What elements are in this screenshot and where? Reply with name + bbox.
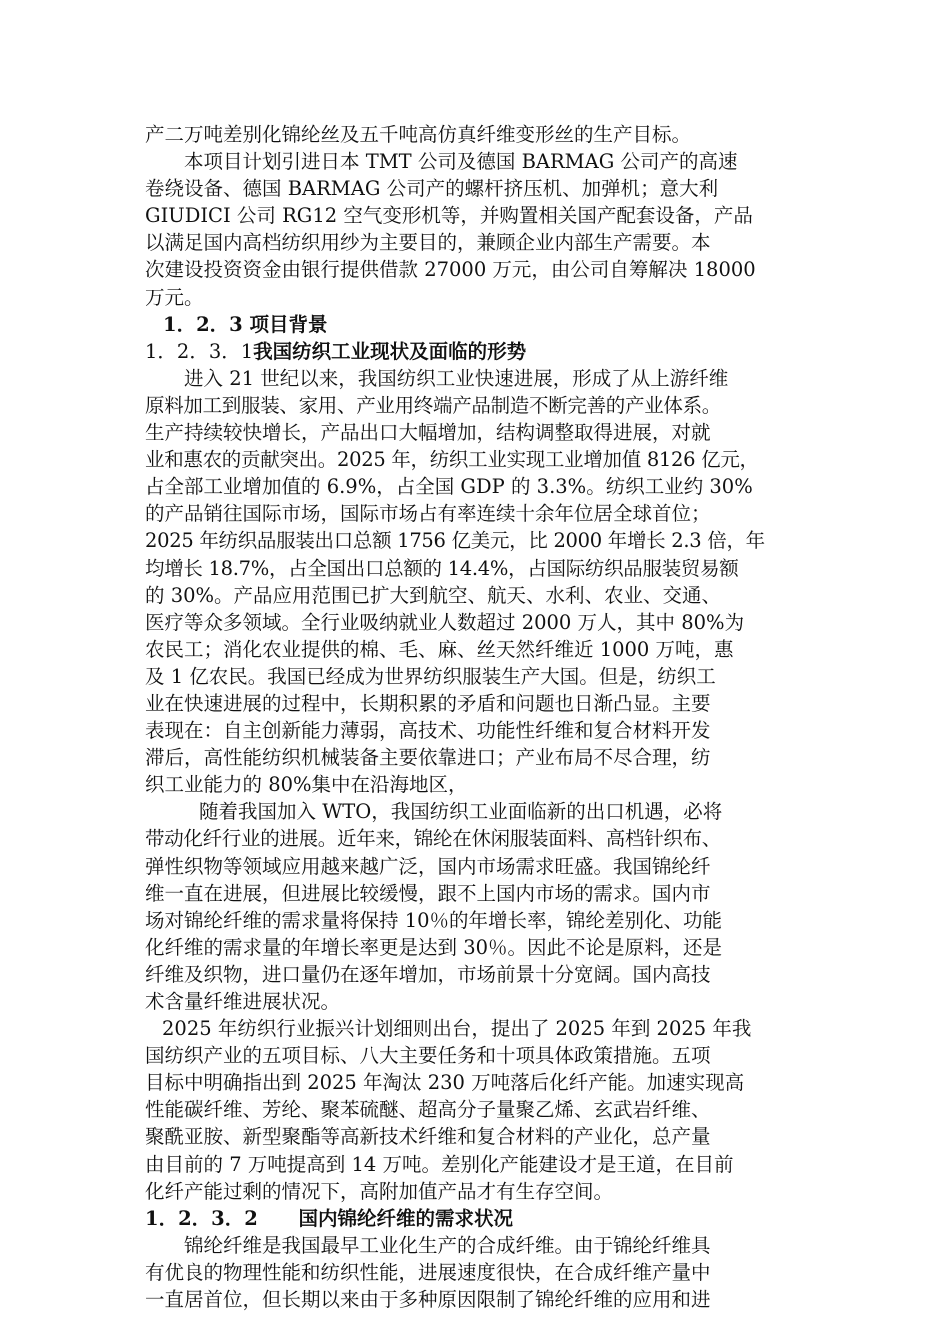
document-body	[145, 121, 813, 1313]
plan-para-line: 国纺织产业的五项目标、八大主要任务和十项具体政策措施。五项	[145, 1044, 711, 1068]
status-para-line: 进入 21 世纪以来，我国纺织工业快速进展，形成了从上游纤维	[184, 366, 729, 390]
wto-para-line: 化纤维的需求量的年增长率更是达到 30％。因此不论是原料，还是	[145, 935, 723, 959]
status-para-line: 表现在：自主创新能力薄弱，高技术、功能性纤维和复合材料开发	[145, 719, 711, 743]
project-para-line: 卷绕设备、德国 BARMAG 公司产的螺杆挤压机、加弹机；意大利	[145, 177, 719, 201]
plan-para-line: 2025 年纺织行业振兴计划细则出台，提出了 2025 年到 2025 年我	[162, 1017, 752, 1041]
intro-line: 产二万吨差别化锦纶丝及五千吨高仿真纤维变形丝的生产目标。	[145, 123, 692, 146]
status-para-line: 生产持续较快增长，产品出口大幅增加，结构调整取得进展，对就	[145, 421, 711, 445]
wto-para-line: 弹性织物等领域应用越来越广泛，国内市场需求旺盛。我国锦纶纤	[145, 854, 711, 878]
heading-number: 1．2．3．1	[145, 339, 254, 363]
wto-para-line: 场对锦纶纤维的需求量将保持 10％的年增长率，锦纶差别化、功能	[145, 908, 723, 932]
status-para-line: 业在快速进展的过程中，长期积累的矛盾和问题也日渐凸显。主要	[145, 691, 711, 715]
wto-para-line: 随着我国加入 WTO，我国纺织工业面临新的出口机遇，必将	[199, 800, 723, 824]
demand-para-line: 锦纶纤维是我国最早工业化生产的合成纤维。由于锦纶纤维具	[184, 1233, 711, 1257]
status-para-line: 均增长 18.7%，占全国出口总额的 14.4%，占国际纺织品服装贸易额	[145, 556, 739, 580]
status-para-line: 农民工；消化农业提供的棉、毛、麻、丝天然纤维近 1000 万吨，惠	[145, 637, 734, 661]
status-para-line: 滞后，高性能纺织机械装备主要依靠进口；产业布局不尽合理，纺	[145, 746, 711, 770]
status-para-line: 织工业能力的 80%集中在沿海地区，	[145, 773, 468, 797]
status-para-line: 占全部工业增加值的 6.9%，占全国 GDP 的 3.3%。纺织工业约 30%	[145, 475, 753, 499]
project-para-line: 次建设投资资金由银行提供借款 27000 万元，由公司自筹解决 18000	[145, 258, 756, 282]
plan-para-line: 化纤产能过剩的情况下，高附加值产品才有生存空间。	[145, 1179, 614, 1203]
wto-para-line: 术含量纤维进展状况。	[145, 990, 341, 1013]
project-para-line: 本项目计划引进日本 TMT 公司及德国 BARMAG 公司产的高速	[184, 150, 738, 174]
status-para-line: 业和惠农的贡献突出。2025 年，纺织工业实现工业增加值 8126 亿元，	[145, 448, 759, 472]
heading-title: 我国纺织工业现状及面临的形势	[253, 339, 527, 363]
project-para-line: 万元。	[145, 285, 204, 309]
status-para-line: 2025 年纺织品服装出口总额 1756 亿美元，比 2000 年增长 2.3 倍，年	[145, 529, 765, 553]
status-para-line: 的 30%。产品应用范围已扩大到航空、航天、水利、农业、交通、	[145, 583, 722, 607]
section-heading-1-2-3-1	[145, 338, 813, 365]
demand-para-line: 一直居首位，但长期以来由于多种原因限制了锦纶纤维的应用和进	[145, 1288, 711, 1312]
section-heading-1-2-3-2: 1．2．3．2 国内锦纶纤维的需求状况	[145, 1206, 514, 1230]
plan-para-line: 目标中明确指出到 2025 年淘汰 230 万吨落后化纤产能。加速实现高	[145, 1071, 745, 1095]
section-heading-1-2-3: 1．2．3 项目背景	[163, 312, 328, 336]
status-para-line: 原料加工到服装、家用、产业用终端产品制造不断完善的产业体系。	[145, 393, 722, 417]
wto-para-line: 带动化纤行业的进展。近年来，锦纶在休闲服装面料、高档针织布、	[145, 827, 722, 851]
project-para-line: 以满足国内高档纺织用纱为主要目的，兼顾企业内部生产需要。本	[145, 231, 711, 255]
status-para-line: 的产品销往国际市场，国际市场占有率连续十余年位居全球首位；	[145, 502, 711, 526]
project-para-line: GIUDICI 公司 RG12 空气变形机等，并购置相关国产配套设备，产品	[145, 204, 753, 228]
status-para-line: 医疗等众多领域。全行业吸纳就业人数超过 2000 万人，其中 80%为	[145, 610, 745, 634]
plan-para-line: 由目前的 7 万吨提高到 14 万吨。差别化产能建设才是王道，在目前	[145, 1152, 734, 1176]
wto-para-line: 维一直在进展，但进展比较缓慢，跟不上国内市场的需求。国内市	[145, 881, 711, 905]
plan-para-line: 性能碳纤维、芳纶、聚苯硫醚、超高分子量聚乙烯、玄武岩纤维、	[145, 1098, 711, 1122]
plan-para-line: 聚酰亚胺、新型聚酯等高新技术纤维和复合材料的产业化，总产量	[145, 1125, 711, 1149]
demand-para-line: 有优良的物理性能和纺织性能，进展速度很快，在合成纤维产量中	[145, 1260, 711, 1284]
status-para-line: 及 1 亿农民。我国已经成为世界纺织服装生产大国。但是，纺织工	[145, 664, 716, 688]
wto-para-line: 纤维及织物，进口量仍在逐年增加，市场前景十分宽阔。国内高技	[145, 962, 711, 986]
